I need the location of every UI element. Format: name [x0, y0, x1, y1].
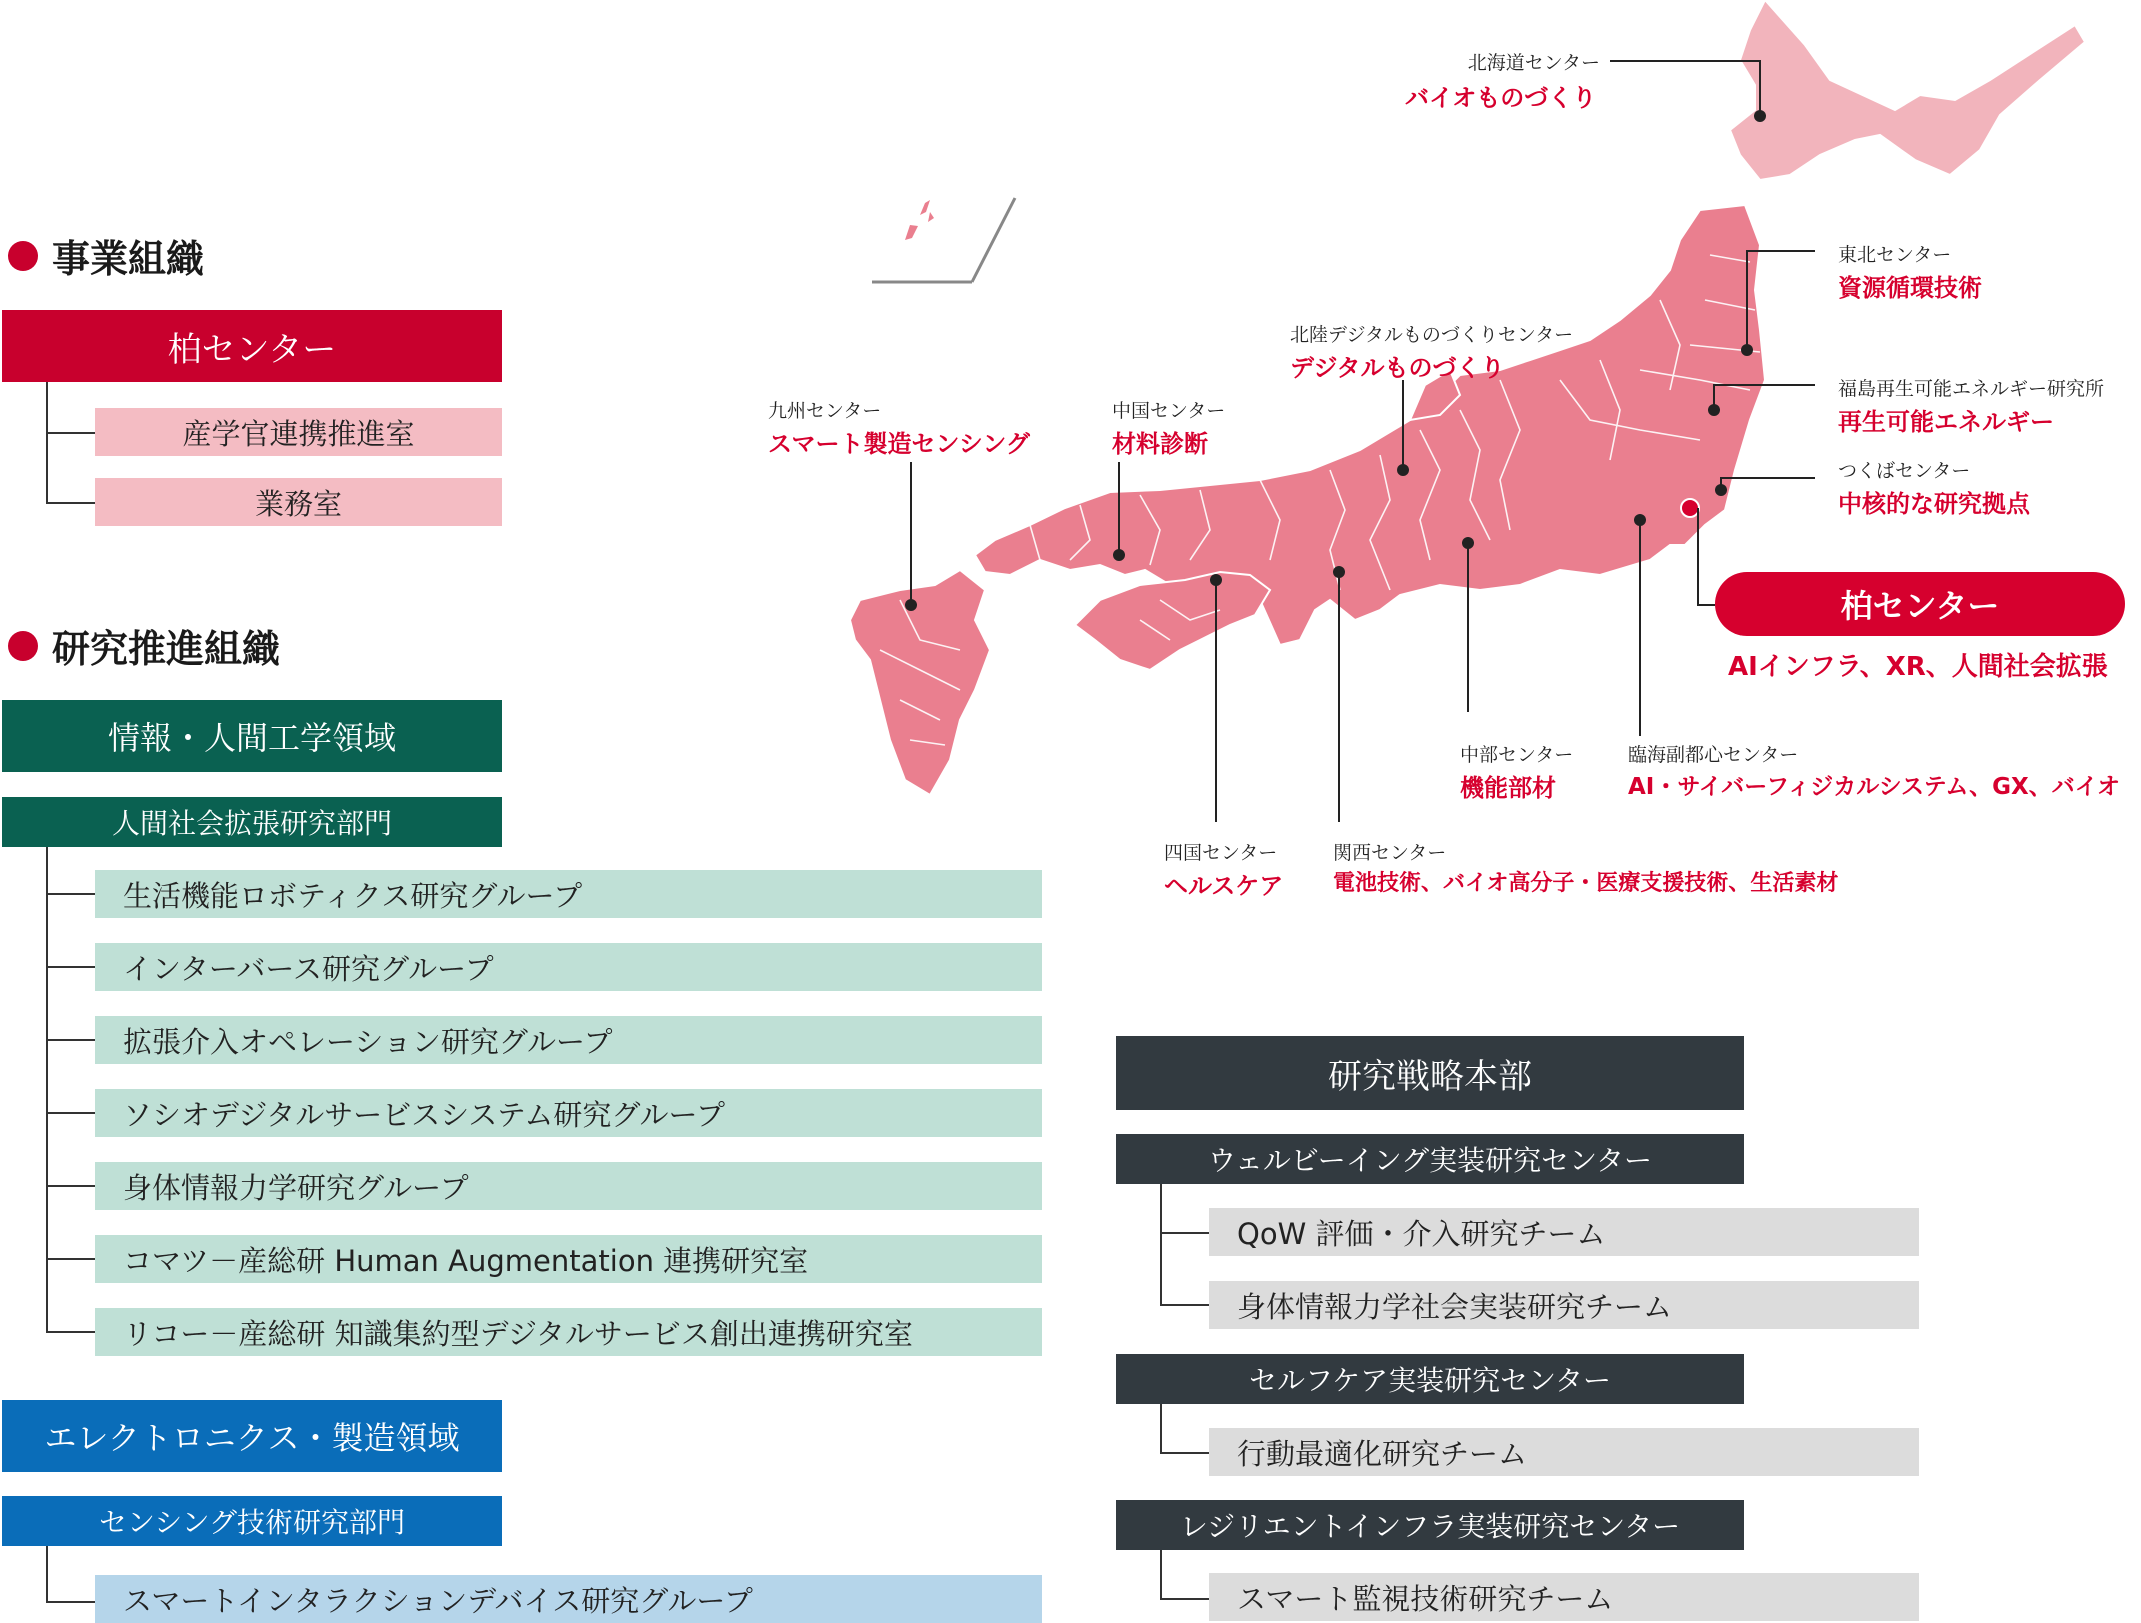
group-box: リコー－産総研 知識集約型デジタルサービス創出連携研究室	[95, 1308, 1042, 1356]
group-box: インターバース研究グループ	[95, 943, 1042, 991]
shikoku-shape	[1075, 572, 1270, 670]
kashiwa-center-box: 柏センター	[2, 310, 502, 382]
business-title-text: 事業組織	[52, 237, 205, 281]
center-box: レジリエントインフラ実装研究センター	[1116, 1500, 1744, 1550]
center-focus: デジタルものづくり	[1290, 354, 1505, 382]
center-box: ウェルビーイング実装研究センター	[1116, 1134, 1744, 1184]
center-name: 四国センター	[1164, 842, 1278, 864]
hokkaido-shape	[1730, 0, 2085, 180]
kyushu-shape	[850, 570, 990, 795]
okinawa-inset	[872, 198, 1015, 282]
group-box: 拡張介入オペレーション研究グループ	[95, 1016, 1042, 1064]
center-focus: 再生可能エネルギー	[1838, 408, 2054, 436]
org-unit-box: 業務室	[95, 478, 502, 526]
center-focus: 中核的な研究拠点	[1838, 490, 2030, 518]
dept-box: 人間社会拡張研究部門	[2, 797, 502, 847]
kashiwa-location-dot	[1681, 499, 1699, 517]
team-box: スマート監視技術研究チーム	[1209, 1573, 1919, 1621]
center-focus: スマート製造センシング	[768, 430, 1030, 458]
center-name: 九州センター	[768, 400, 882, 422]
center-name: 福島再生可能エネルギー研究所	[1838, 378, 2105, 400]
center-focus: バイオものづくり	[1405, 84, 1597, 112]
team-box: QoW 評価・介入研究チーム	[1209, 1208, 1919, 1256]
center-focus: ヘルスケア	[1164, 872, 1284, 900]
domain-electronics-box: エレクトロニクス・製造領域	[2, 1400, 502, 1472]
center-name: 中国センター	[1112, 400, 1226, 422]
hokkaido-label	[1460, 48, 1600, 75]
org-unit-box: 産学官連携推進室	[95, 408, 502, 456]
kashiwa-map-badge: 柏センター	[1715, 572, 2125, 636]
team-box: 行動最適化研究チーム	[1209, 1428, 1919, 1476]
honshu-shape	[975, 205, 1765, 645]
group-box: 生活機能ロボティクス研究グループ	[95, 870, 1042, 918]
group-box: コマツ－産総研 Human Augmentation 連携研究室	[95, 1235, 1042, 1283]
center-name: 北陸デジタルものづくりセンター	[1290, 324, 1574, 346]
team-box: 身体情報力学社会実装研究チーム	[1209, 1281, 1919, 1329]
center-name: つくばセンター	[1838, 460, 1971, 482]
center-name: 北海道センター	[1467, 52, 1600, 74]
center-name: 関西センター	[1333, 842, 1447, 864]
domain-info-human-box: 情報・人間工学領域	[2, 700, 502, 772]
center-focus: AIインフラ、XR、人間社会拡張	[1728, 652, 2108, 682]
center-name: 東北センター	[1838, 244, 1952, 266]
center-box: セルフケア実装研究センター	[1116, 1354, 1744, 1404]
group-box: スマートインタラクションデバイス研究グループ	[95, 1575, 1042, 1623]
strategy-hq-box: 研究戦略本部	[1116, 1036, 1744, 1110]
center-focus: 材料診断	[1112, 430, 1208, 458]
center-focus: AI・サイバーフィジカルシステム、GX、バイオ	[1628, 774, 2121, 800]
center-focus: 機能部材	[1460, 774, 1556, 802]
group-box: ソシオデジタルサービスシステム研究グループ	[95, 1089, 1042, 1137]
center-focus: 資源循環技術	[1838, 274, 1982, 302]
dept-box: センシング技術研究部門	[2, 1496, 502, 1546]
center-name: 中部センター	[1460, 744, 1574, 766]
center-focus: 電池技術、バイオ高分子・医療支援技術、生活素材	[1333, 871, 1839, 896]
group-box: 身体情報力学研究グループ	[95, 1162, 1042, 1210]
research-title-text: 研究推進組織	[52, 627, 281, 671]
center-name: 臨海副都心センター	[1628, 744, 1799, 766]
